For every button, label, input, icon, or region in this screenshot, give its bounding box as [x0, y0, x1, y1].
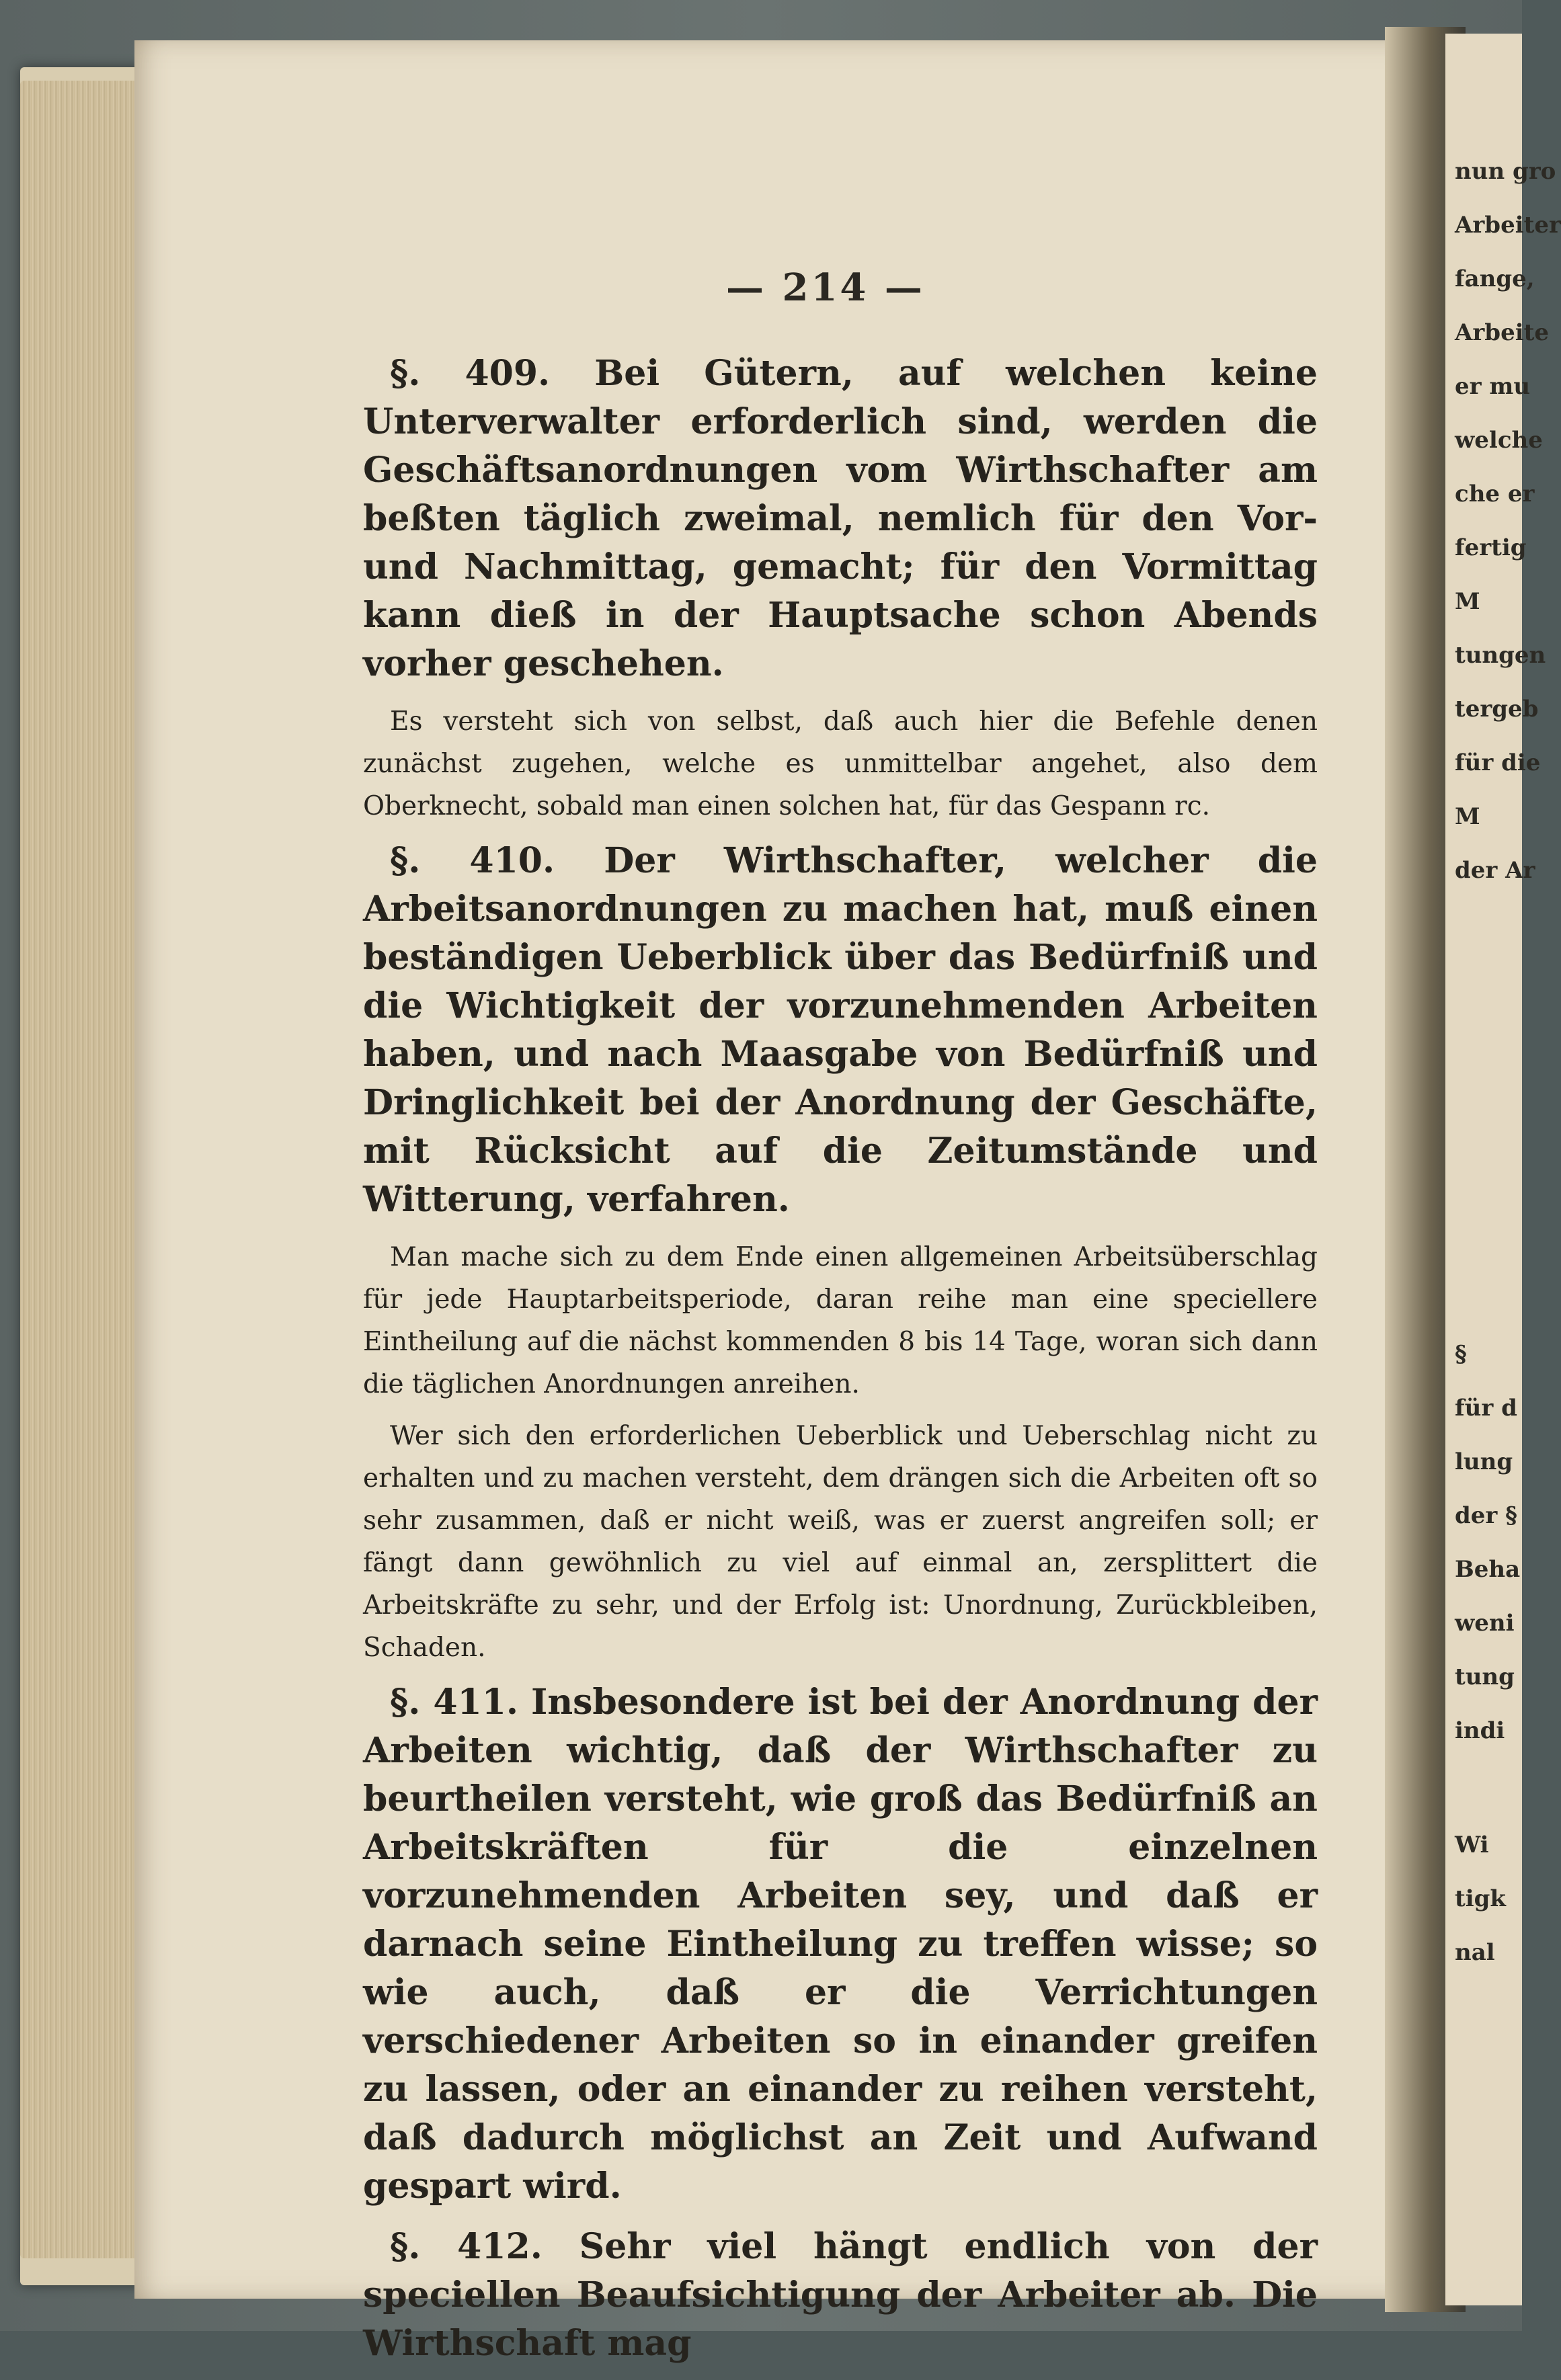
next-page-line: er mu [1455, 373, 1531, 400]
next-page-line: für d [1455, 1395, 1517, 1422]
next-page-line: für die [1455, 749, 1541, 776]
note-410-b: Wer sich den erforderlichen Ueberblick und Ueberschlag nicht zu erhalten und zu machen versteht, dem drängen sich die Arbeiten oft so sehr zusammen, daß er nicht weiß, was er zuerst angreifen soll; er fängt dann gewöhnlich zu viel auf einmal an, zersplittert die Arbeitskräfte zu sehr, und der Erfolg ist: Unordnung, Zurückbleiben, Schaden. [363, 1421, 1318, 1663]
next-page-line: § [1455, 1341, 1467, 1368]
next-page-line: Arbeiter [1455, 212, 1561, 239]
right-page-fragment [1445, 34, 1561, 2305]
next-page-line: che er [1455, 481, 1535, 507]
next-page-line: lung [1455, 1448, 1513, 1475]
next-page-line: der § [1455, 1502, 1517, 1529]
next-page-line: M [1455, 588, 1480, 615]
next-page-line: Arbeite [1455, 319, 1549, 346]
page-header: — 214 — [726, 265, 925, 310]
next-page-line: welche [1455, 427, 1543, 454]
paragraph-409 [363, 350, 1318, 688]
next-page-line: indi [1455, 1717, 1505, 1744]
note-410-a: Man mache sich zu dem Ende einen allgemeinen Arbeitsüberschlag für jede Hauptarbeitsperiode, daran reihe man eine speciellere Eintheilung auf die nächst kommenden 8 bis 14 Tage, woran sich dann die täglichen Anordnungen anreihen. [363, 1242, 1318, 1399]
section-number: §. 409. [390, 353, 551, 394]
page-edges [20, 81, 148, 2258]
next-page-line: Wi [1455, 1832, 1489, 1858]
note-409: Es versteht sich von selbst, daß auch hier die Befehle denen zunächst zugehen, welche es unmittelbar angehet, also dem Oberknecht, sobald man einen solchen hat, für das Gespann rc. [363, 706, 1318, 821]
next-page-line: der Ar [1455, 857, 1535, 884]
section-number: §. 410. [390, 840, 555, 881]
next-page-line: tungen [1455, 642, 1546, 669]
next-page-line: fange, [1455, 265, 1535, 292]
next-page-line: weni [1455, 1610, 1515, 1637]
next-page-line: tung [1455, 1664, 1515, 1690]
paragraph-411 [363, 1678, 1318, 2211]
next-page-line: Beha [1455, 1556, 1521, 1583]
section-number: §. 411. [390, 1682, 518, 1723]
next-page-line: M [1455, 803, 1480, 830]
page-body [363, 350, 1318, 2380]
section-number: §. 412. [390, 2226, 543, 2267]
next-page-line: nun gro [1455, 158, 1556, 185]
paragraph-text: Insbesondere ist bei der Anordnung der Arbeiten wichtig, daß der Wirthschafter zu beurtheilen versteht, wie groß das Bedürfniß an Arbeitskräften für die einzelnen vorzunehmenden Arbeiten sey, und daß er darnach seine Eintheilung zu treffen wisse; so wie auch, daß er die Verrichtungen verschiedener Arbeiten so in einander greifen zu lassen, oder an einander zu reihen versteht, daß dadurch möglichst an Zeit und Aufwand gespart wird. [363, 1682, 1318, 2207]
paragraph-text: Bei Gütern, auf welchen keine Unterverwalter erforderlich sind, werden die Geschäftsanordnungen vom Wirthschafter am beßten täglich zweimal, nemlich für den Vor- und Nachmittag, gemacht; für den Vormittag kann dieß in der Hauptsache schon Abends vorher geschehen. [363, 353, 1318, 684]
next-page-line: nal [1455, 1939, 1495, 1966]
paragraph-text: Sehr viel hängt endlich von der speciellen Beaufsichtigung der Arbeiter ab. Die Wirthschaft mag [363, 2226, 1318, 2364]
paragraph-412 [363, 2223, 1318, 2368]
next-page-line: tergeb [1455, 696, 1539, 723]
next-page-line: tigk [1455, 1885, 1506, 1912]
paragraph-410 [363, 837, 1318, 1224]
paragraph-text: Der Wirthschafter, welcher die Arbeitsanordnungen zu machen hat, muß einen beständigen Ueberblick über das Bedürfniß und die Wichtigkeit der vorzunehmenden Arbeiten haben, und nach Maasgabe von Bedürfniß und Dringlichkeit bei der Anordnung der Geschäfte, mit Rücksicht auf die Zeitumstände und Witterung, verfahren. [363, 840, 1318, 1220]
next-page-line: fertig [1455, 534, 1527, 561]
